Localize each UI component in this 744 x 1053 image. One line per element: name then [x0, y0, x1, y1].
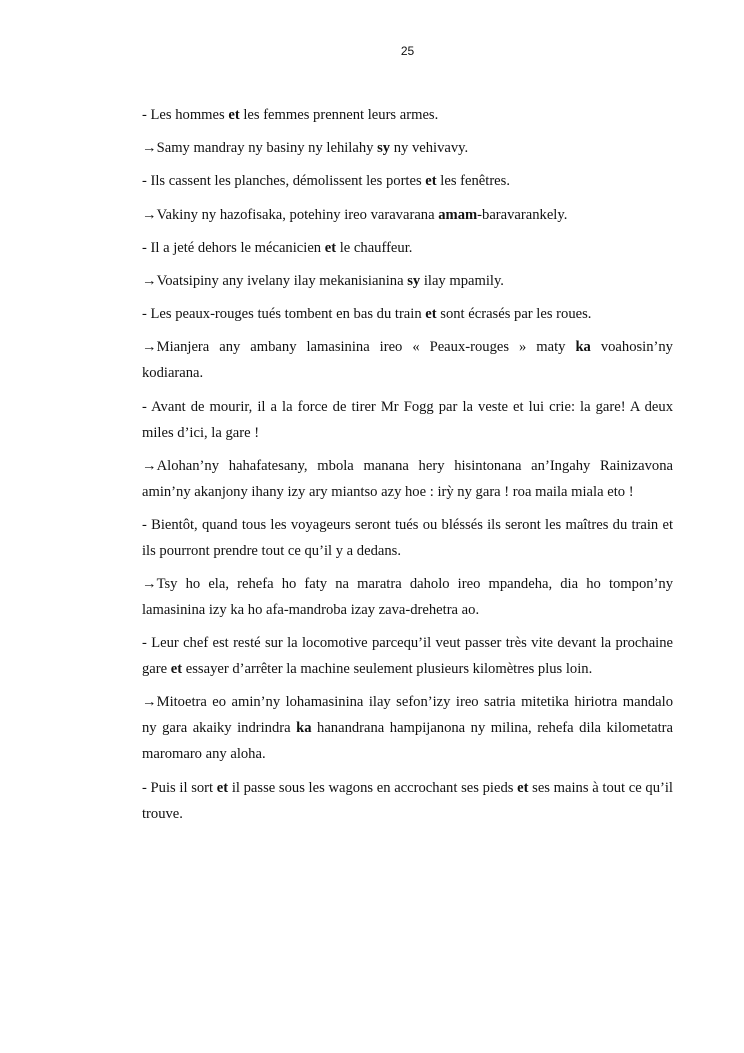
- bold-text: ka: [296, 720, 312, 737]
- bold-text: et: [425, 306, 437, 323]
- document-body: [142, 102, 673, 834]
- paragraph: [142, 235, 673, 261]
- bold-text: sy: [407, 272, 421, 289]
- text-segment: les fenêtres.: [436, 173, 510, 190]
- text-segment: voahosin’ny kodiarana.: [142, 339, 673, 382]
- text-segment: →Mitoetra eo amin’ny lohamasinina ilay sefon’izy ireo satria mitetika hiriotra mandalo ny gara akaiky indrindra: [142, 694, 673, 737]
- text-segment: il passe sous les wagons en accrochant ses pieds: [228, 779, 518, 796]
- paragraph: [142, 168, 673, 194]
- text-segment: →Samy mandray ny basiny ny lehilahy: [142, 140, 378, 157]
- text-segment: essayer d’arrêter la machine seulement plusieurs kilomètres plus loin.: [182, 661, 593, 678]
- paragraph: [142, 334, 673, 386]
- text-segment: - Ils cassent les planches, démolissent les portes: [142, 173, 426, 190]
- paragraph: [142, 301, 673, 327]
- text-segment: →Tsy ho ela, rehefa ho faty na maratra daholo ireo mpandeha, dia ho tompon’ny lamasinina izy ka ho afa-mandroba izay zava-drehetra ao.: [142, 576, 673, 619]
- bold-text: ka: [575, 339, 591, 356]
- bold-text: et: [425, 173, 437, 190]
- page-number: 25: [400, 44, 415, 58]
- text-segment: →Mianjera any ambany lamasinina ireo « Peaux-rouges » maty: [142, 339, 576, 356]
- bold-text: et: [170, 661, 183, 678]
- paragraph: [142, 202, 673, 228]
- bold-text: sy: [377, 140, 391, 157]
- text-segment: →Voatsipiny any ivelany ilay mekanisianina: [142, 272, 408, 289]
- paragraph: [142, 775, 673, 827]
- bold-text: et: [216, 779, 229, 796]
- text-segment: - Avant de mourir, il a la force de tirer Mr Fogg par la veste et lui crie: la gare! A deux miles d’ici, la gare !: [142, 398, 673, 441]
- text-segment: sont écrasés par les roues.: [436, 306, 592, 323]
- paragraph: [142, 512, 673, 564]
- bold-text: amam: [438, 206, 478, 223]
- paragraph: [142, 135, 673, 161]
- text-segment: les femmes prennent leurs armes.: [239, 107, 439, 123]
- text-segment: - Les hommes: [142, 107, 229, 123]
- paragraph: [142, 630, 673, 682]
- paragraph: [142, 394, 673, 446]
- text-segment: hanandrana hampijanona ny milina, rehefa dila kilometatra maromaro any aloha.: [142, 720, 673, 763]
- text-segment: ilay mpamily.: [420, 272, 504, 289]
- text-segment: ses mains à tout ce qu’il trouve.: [142, 779, 673, 822]
- bold-text: et: [324, 239, 337, 256]
- text-segment: -baravarankely.: [477, 206, 568, 223]
- paragraph: [142, 268, 673, 294]
- paragraph: [142, 689, 673, 767]
- text-segment: - Les peaux-rouges tués tombent en bas du train: [142, 306, 426, 323]
- text-segment: - Bientôt, quand tous les voyageurs seront tués ou bléssés ils seront les maîtres du train et ils pourront prendre tout ce qu’il y a dedans.: [142, 516, 673, 559]
- text-segment: - Leur chef est resté sur la locomotive parcequ’il veut passer très vite devant la prochaine gare: [142, 635, 673, 678]
- bold-text: et: [228, 107, 240, 123]
- text-segment: - Puis il sort: [142, 779, 217, 796]
- text-segment: - Il a jeté dehors le mécanicien: [142, 239, 325, 256]
- bold-text: et: [517, 779, 529, 796]
- text-segment: →Vakiny ny hazofisaka, potehiny ireo varavarana: [142, 206, 439, 223]
- paragraph: [142, 453, 673, 505]
- text-segment: le chauffeur.: [336, 239, 413, 256]
- paragraph: [142, 102, 673, 128]
- text-segment: ny vehivavy.: [390, 140, 469, 157]
- text-segment: →Alohan’ny hahafatesany, mbola manana hery hisintonana an’Ingahy Rainizavona amin’ny akanjony ihany izy ary miantso azy hoe : irỳ ny gara ! roa maila miala eto !: [142, 457, 673, 500]
- paragraph: [142, 571, 673, 623]
